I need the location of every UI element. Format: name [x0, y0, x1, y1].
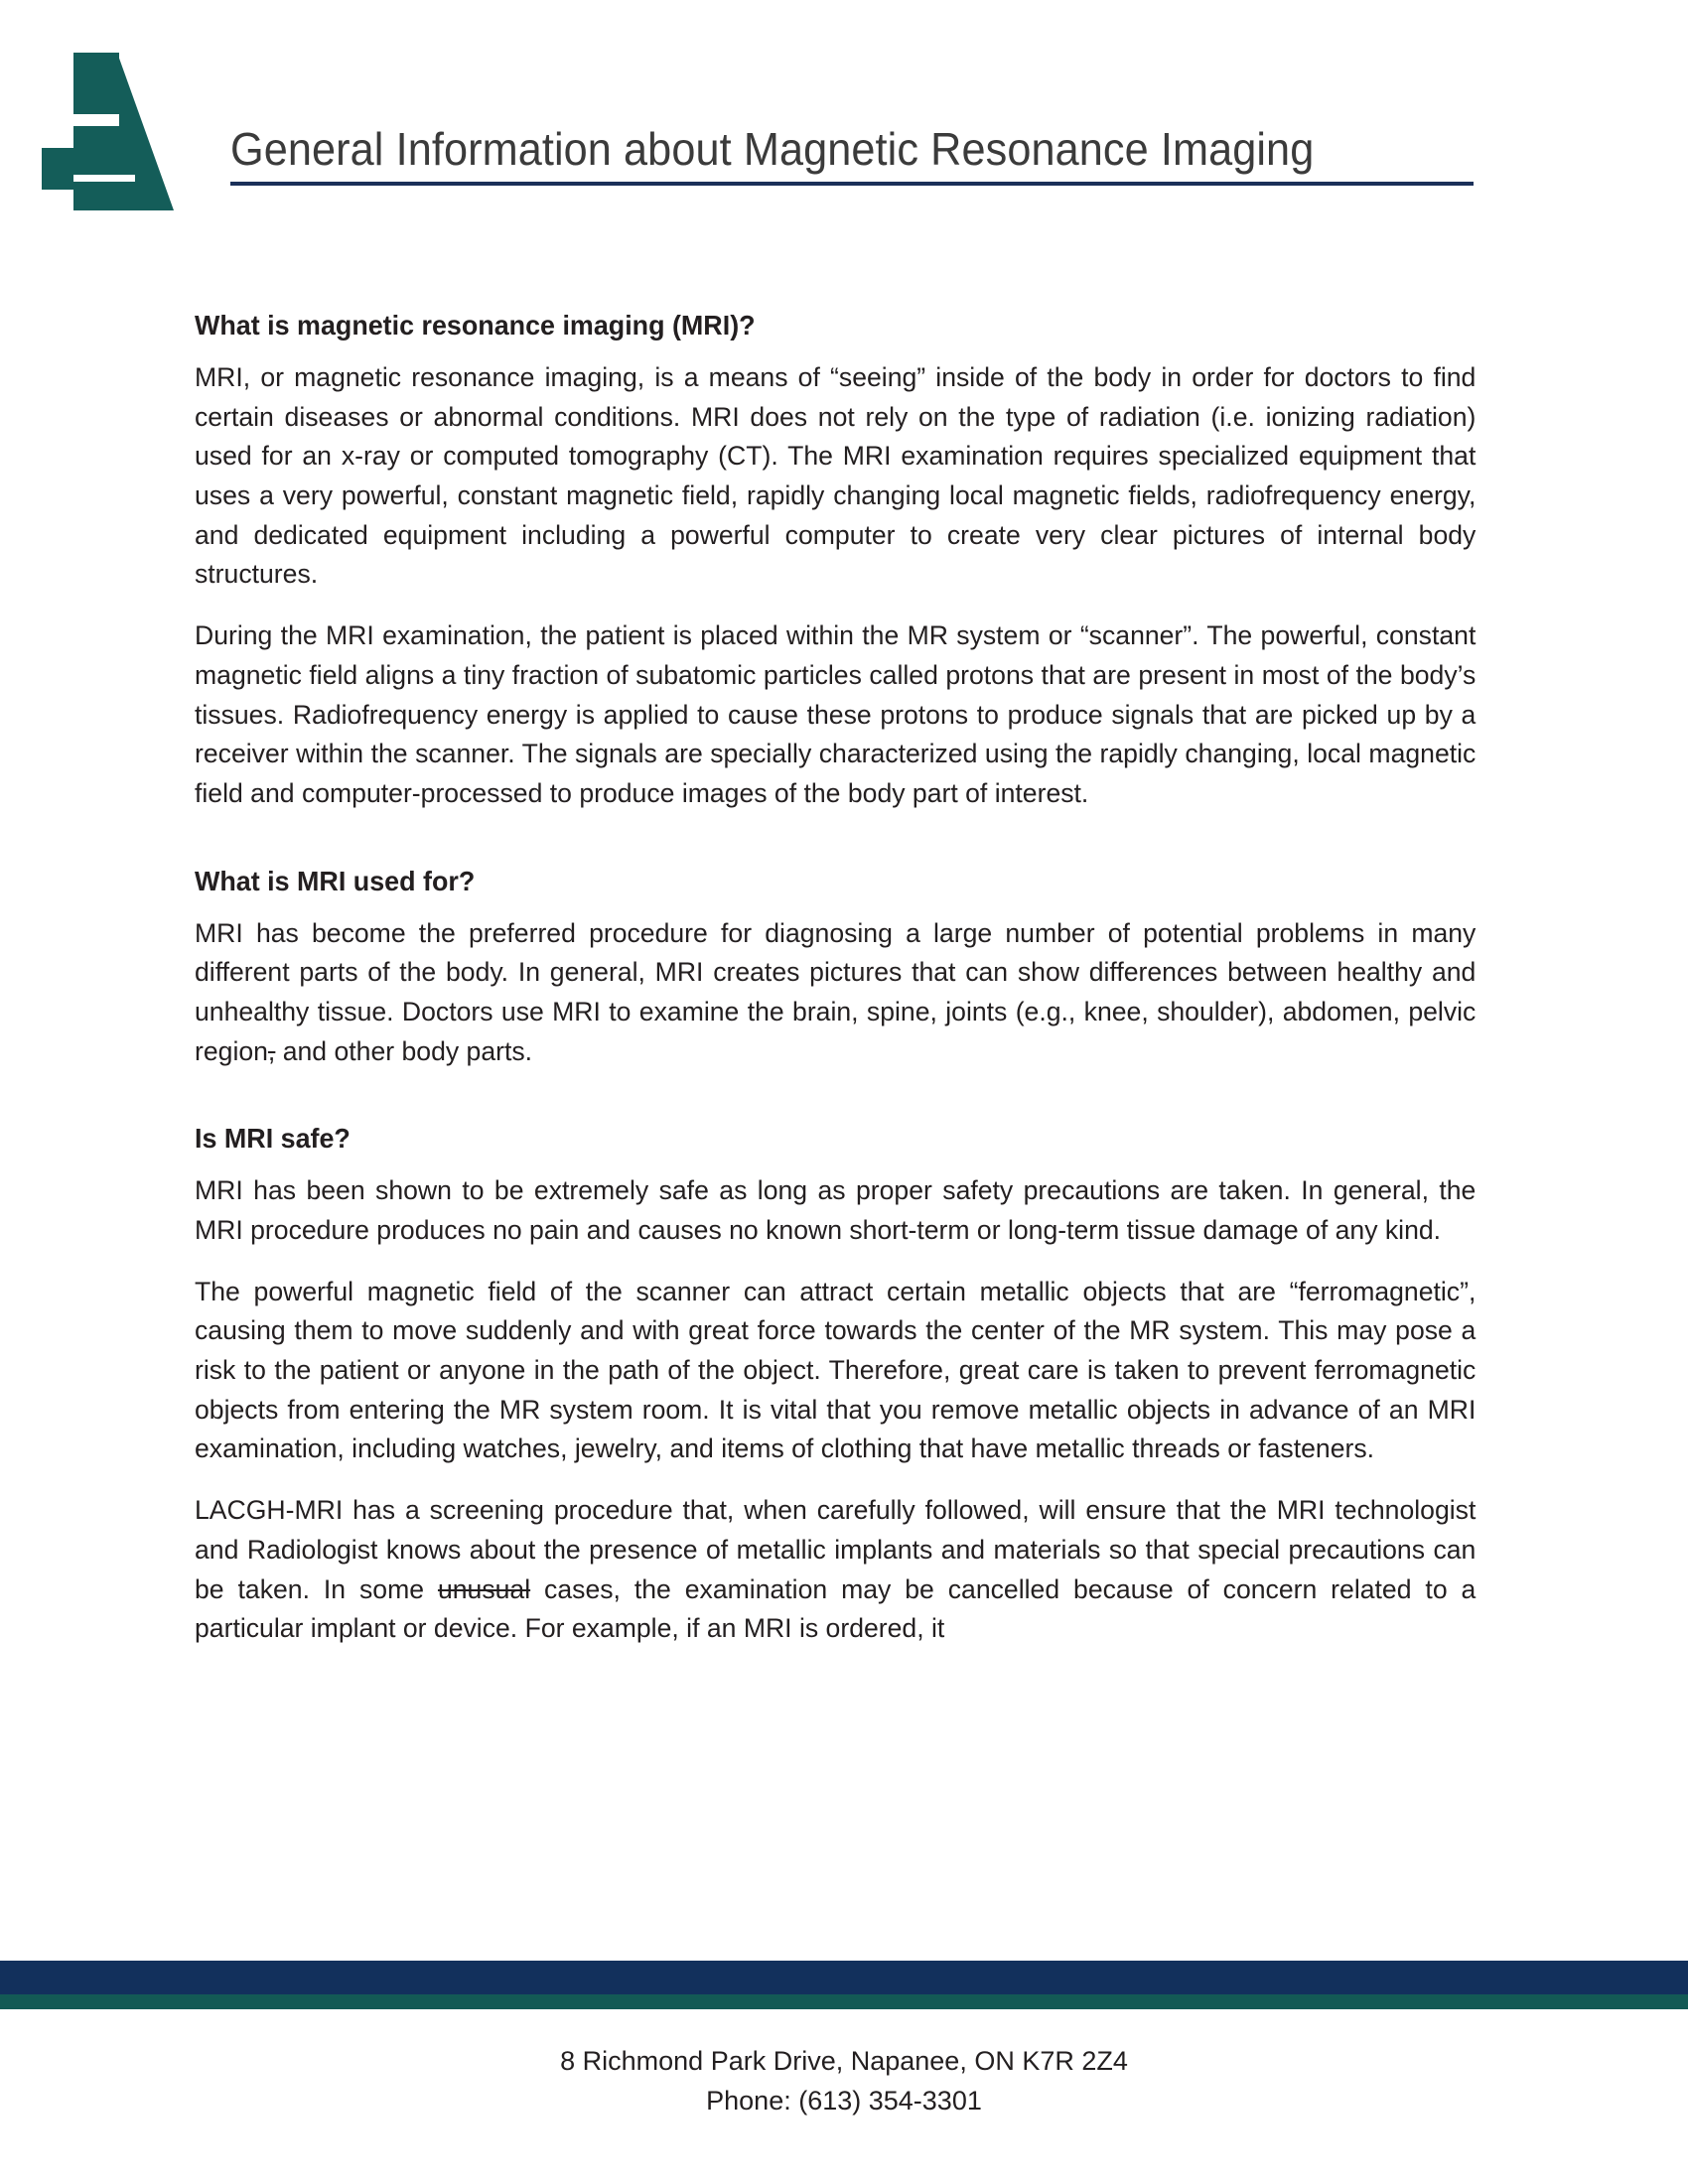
section-heading: Is MRI safe? [195, 1123, 351, 1155]
paragraph-text-after-deletion: cases, the examination may be cancelled because of concern related to a particular implant or device. For example, if an MRI is ordered, it [195, 1573, 1477, 1644]
document-body [195, 308, 1495, 1649]
footer-teal-bar [0, 1994, 1688, 2009]
paragraph: MRI, or magnetic resonance imaging, is a means of “seeing” inside of the body in order for doctors to find certain diseases or abnormal conditions. MRI does not rely on the type of radiation (i.e. ionizing radiation) used for an x-ray or computed tomography (CT). The MRI examination requires specialized equipment that uses a very powerful, constant magnetic field, rapidly changing local magnetic fields, radiofrequency energy, and dedicated equipment including a powerful computer to create very clear pictures of internal body structures. [195, 362, 1477, 590]
title-underline-rule [230, 182, 1474, 186]
tracked-deletion: unusual [437, 1573, 531, 1604]
section-what-is-mri-used-for [195, 864, 1495, 1072]
tracked-deletion: , [267, 1035, 276, 1066]
paragraph: During the MRI examination, the patient is placed within the MR system or “scanner”. The powerful, constant magnetic field aligns a tiny fraction of subatomic particles called protons that are present in most of the body’s tissues. Radiofrequency energy is applied to cause these protons to produce signals that are picked up by a receiver within the scanner. The signals are specially characterized using the rapidly changing, local magnetic field and computer-processed to produce images of the body part of interest. [195, 620, 1477, 808]
paragraph [195, 1491, 1476, 1649]
document-header [0, 0, 1688, 233]
paragraph-text-before-deletion: MRI has become the preferred procedure for diagnosing a large number of potential problems in many different parts of the body. In general, MRI creates pictures that can show differences between healthy and unhealthy tissue. Doctors use MRI to examine the brain, spine, joints (e.g., knee, shoulder), abdomen, pelvic region [195, 917, 1477, 1066]
section-heading: What is magnetic resonance imaging (MRI)? [195, 310, 756, 341]
paragraph: The powerful magnetic field of the scanner can attract certain metallic objects that are “ferromagnetic”, causing them to move suddenly and with great force towards the center of the MR system. This may pose a risk to the patient or anyone in the path of the object. Therefore, great care is taken to prevent ferromagnetic objects from entering the MR system room. It is vital that you remove metallic objects in advance of an MRI examination, including watches, jewelry, and items of clothing that have metallic threads or fasteners. [195, 1276, 1477, 1464]
paragraph-text-before-deletion: LACGH-MRI has a screening procedure that, when carefully followed, will ensure that the MRI technologist and Radiologist knows about the presence of metallic implants and materials so that special precautions can be taken. In some [195, 1495, 1477, 1604]
section-heading: What is MRI used for? [195, 865, 476, 896]
paragraph [195, 914, 1476, 1072]
footer-address: 8 Richmond Park Drive, Napanee, ON K7R 2Z4 [560, 2046, 1128, 2076]
title-block [230, 124, 1472, 186]
document-footer [0, 1921, 1688, 2184]
footer-navy-bar [0, 1961, 1688, 1994]
hospital-logo-icon [30, 45, 194, 218]
section-what-is-mri [195, 308, 1495, 814]
paragraph: MRI has been shown to be extremely safe as long as proper safety precautions are taken. In general, the MRI procedure produces no pain and causes no known short-term or long-term tissue damage of any kind. [195, 1175, 1477, 1245]
paragraph-text-after-deletion: and other body parts. [275, 1035, 533, 1066]
footer-contact-block [0, 2042, 1688, 2121]
footer-phone: Phone: (613) 354-3301 [706, 2085, 982, 2116]
section-is-mri-safe [195, 1121, 1495, 1649]
page-title: General Information about Magnetic Resonance Imaging [230, 123, 1315, 175]
